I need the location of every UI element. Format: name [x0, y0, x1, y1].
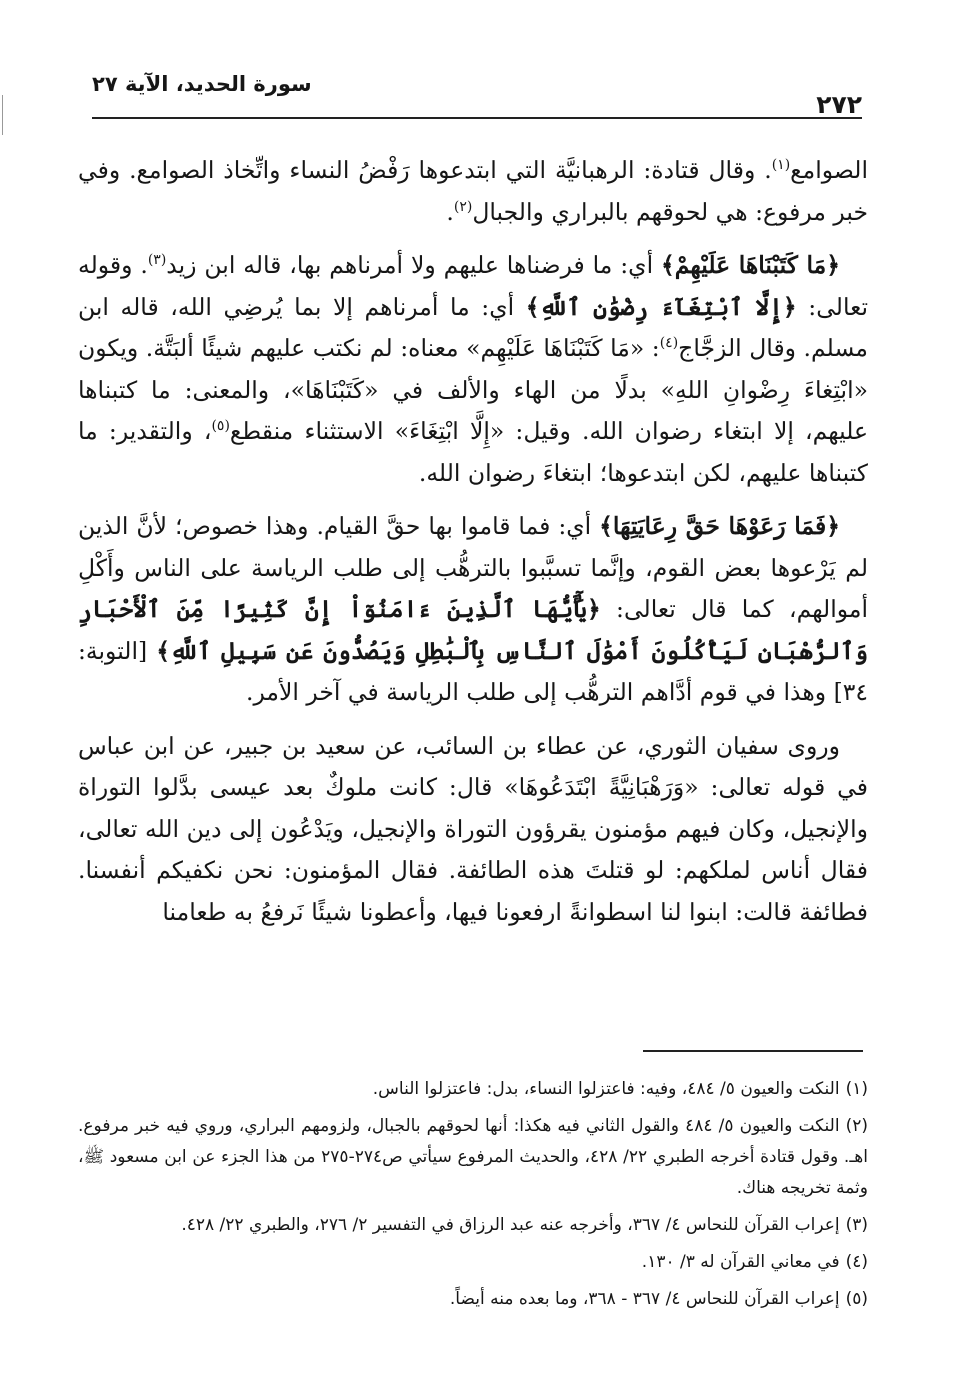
footnote [78, 1074, 868, 1105]
footnote [78, 1284, 868, 1315]
footnote-number: (١) [845, 1079, 868, 1099]
footnote [78, 1247, 868, 1278]
main-text [78, 150, 868, 945]
paragraph [78, 506, 868, 714]
quran-quote: ﴿مَا كَتَبْنَاهَا عَلَيْهِمْ﴾ [660, 251, 840, 279]
footnote-text: النكت والعيون ٥/ ٤٨٤، وفيه: فاعتزلوا النساء، بدل: فاعتزلوا الناس. [372, 1079, 840, 1099]
text-run: أي: ما فرضناها عليهم ولا أمرناهم بها، قاله ابن زيد [166, 251, 661, 279]
quran-quote: ﴿إِلَّا ٱبْتِغَآءَ رِضْوَٰنِ ٱللَّهِ﴾ [525, 292, 797, 321]
header-rule [92, 117, 862, 119]
footnote-ref: (٤) [659, 335, 679, 352]
footnote-text: إعراب القرآن للنحاس ٤/ ٣٦٧، وأخرجه عنه عبد الرزاق في التفسير ٢/ ٢٧٦، والطبري ٢٢/ ٤٢٨. [181, 1215, 840, 1235]
text-run: . وقال قتادة: الرهبانيَّة التي ابتدعوها رَفْضُ النساء واتِّخاذ الصوامع. وفي خبر مرفوع: هي لحوقهم بالبراري والجبال [78, 156, 868, 226]
text-run: . [446, 197, 454, 226]
footnote-number: (٤) [845, 1252, 868, 1272]
text-run: [التوبة: ٣٤] وهذا في قوم أدَّاهم الترهُّب إلى طلب الرياسة في آخر الأمر. [78, 636, 868, 706]
footnote-text: النكت والعيون ٥/ ٤٨٤ والقول الثاني فيه هكذا: أنها لحوقهم بالجبال، ولزومهم البراري، وروي فيه خبر مرفوع. اهـ. وقول قتادة أخرجه الطبري ٢٢/ ٤٢٨، والحديث المرفوع سيأتي ص٢٧٤-٢٧٥ من هذا الجزء عن ابن مسعود ﷺ، وثمة تخريجه هناك. [78, 1116, 868, 1198]
page-number: ٢٧٢ [816, 90, 862, 119]
footnotes [78, 1074, 868, 1321]
text-run: الصوامع [790, 156, 868, 184]
paragraph [78, 150, 868, 233]
paragraph [78, 726, 868, 934]
footnote-number: (٥) [845, 1289, 868, 1309]
footnote-ref: (٢) [453, 198, 473, 215]
running-title: سورة الحديد، الآية ٢٧ [92, 72, 312, 96]
text-run: وروى سفيان الثوري، عن عطاء بن السائب، عن سعيد بن جبير، عن ابن عباس في قوله تعالى: «وَرَهْبَانِيَّةً ابْتَدَعُوهَا» قال: كانت ملوكٌ بعد عيسى بدَّلوا التوراة والإنجيل، وكان فيهم مؤمنون يقرؤون التوراة والإنجيل، ويَدْعُون إلى دين الله تعالى، فقال أناس لملكهم: لو قتلتَ هذه الطائفة. فقال المؤمنون: نحن نكفيكم أنفسنا. فطائفة قالت: ابنوا لنا اسطوانةً ارفعونا فيها، وأعطونا شيئًا نَرفعُ به طعامنا [78, 731, 868, 926]
footnote-number: (٣) [845, 1215, 868, 1235]
footnote-text: في معاني القرآن له ٣/ ١٣٠. [641, 1252, 840, 1272]
quran-quote: ﴿يَٰٓأَيُّهَا ٱلَّذِينَ ءَامَنُوٓاْ إِنَّ كَثِيرًا مِّنَ ٱلْأَحْبَارِ وَٱلرُّهْبَانِ لَيَأْكُلُونَ أَمْوَٰلَ ٱلنَّاسِ بِٱلْبَٰطِلِ وَيَصُدُّونَ عَن سَبِيلِ ٱللَّهِ﴾ [78, 595, 868, 665]
text-run: . وقوله تعالى: [78, 251, 868, 321]
footnote-ref: (٥) [211, 418, 230, 435]
footnote-number: (٢) [845, 1116, 868, 1136]
text-run: أي: فما قاموا بها حقَّ القيام. وهذا خصوص؛ لأنَّ الذين لم يَرْعوها بعض القوم، وإنَّما تسبَّبوا بالترهُّب إلى طلب الرياسة على الناس وأَكْلِ أموالهم، كما قال تعالى: [78, 512, 868, 623]
text-run: ، والتقدير: ما كتبناها عليهم، لكن ابتدعوها؛ ابتغاءَ رضوان الله. [78, 417, 868, 487]
footnote-separator [643, 1050, 863, 1052]
text-run: أي: ما أمرناهم إلا بما يُرضِي الله، قاله ابن مسلم. وقال الزجَّاج [78, 292, 868, 362]
footnote-ref: (١) [771, 157, 791, 174]
paragraph [78, 245, 868, 494]
footnote-ref: (٣) [147, 252, 167, 269]
text-run: : «مَا كَتَبْنَاهَا عَلَيْهِم» معناه: لم نكتب عليهم شيئًا ألبَتَّة. ويكون «ابْتِغاءَ رِضْوانِ اللهِ» بدلًا من الهاء والألف في «كَتَبْنَاهَا»، والمعنى: ما كتبناها عليهم، إلا ابتغاء رضوان الله. وقيل: «إِلَّا ابْتِغَاءَ» الاستثناء منقطع [78, 334, 868, 445]
scan-margin-mark [2, 95, 3, 135]
quran-quote: ﴿فَمَا رَعَوْهَا حَقَّ رِعَايَتِهَا﴾ [599, 512, 841, 540]
footnote [78, 1111, 868, 1204]
footnote [78, 1210, 868, 1241]
footnote-text: إعراب القرآن للنحاس ٤/ ٣٦٧ - ٣٦٨، وما بعده منه أيضاً. [449, 1289, 840, 1309]
